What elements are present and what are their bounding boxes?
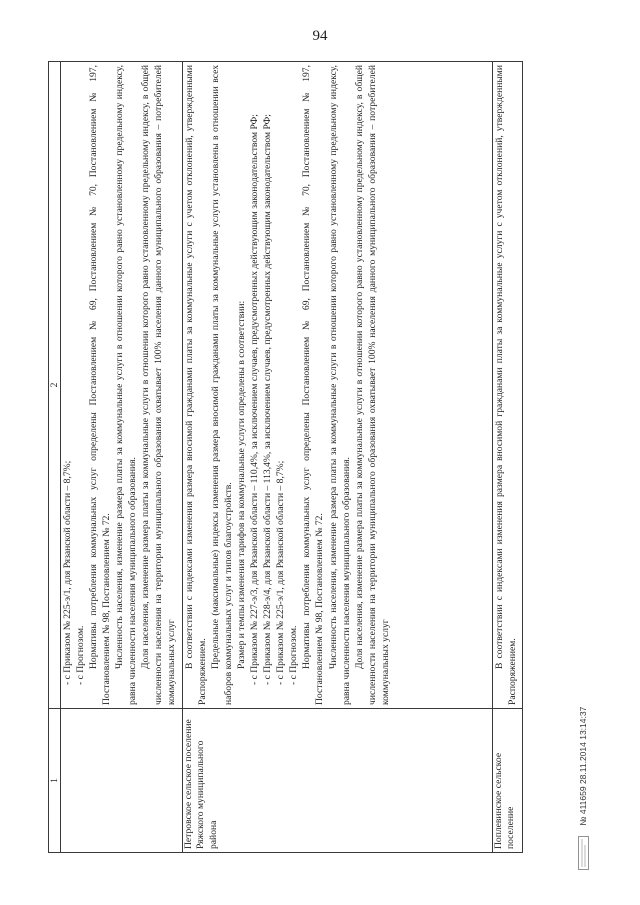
petrovskoe-text-cell: [183, 62, 493, 709]
text-line: В соответствии с индексами изменения размера вносимой гражданами платы за коммунальные услуги с учетом отклонений, утвержденными Распоряжением.: [494, 65, 519, 705]
tariff-table: [48, 61, 523, 853]
continued-name-cell: [61, 709, 183, 853]
settlement-name-poplevinskoe: Поплевинское сельское поселение: [493, 709, 523, 853]
text-line: - с Прогнозом.: [288, 625, 300, 685]
text-line: - с Приказом № 227-э/3, для Рязанской области – 110,4%, за исключением случаев, предусмотренных действующим законодательством РФ;: [249, 114, 261, 685]
text-line: Доля населения, изменение размера платы за коммунальные услуги в отношении которого равно установленному предельному индексу, в общей численности населения на территории муниципального образования охватывает 100% населения данного муниципального образования – потребителей коммунальных услуг: [140, 65, 178, 705]
text-line: В соответствии с индексами изменения размера вносимой гражданами платы за коммунальные услуги с учетом отклонений, утвержденными Распоряжением.: [184, 65, 209, 705]
text-line: Численность населения, изменение размера платы за коммунальные услуги в отношении которого равно установленному предельному индексу, равна численности населения муниципального образования.: [327, 65, 352, 705]
text-line: Нормативы потребления коммунальных услуг определены Постановлением № 69, Постановлением № 70, Постановлением № 197, Постановлением № 98, Постановлением № 72.: [88, 65, 113, 705]
document-footer: [578, 707, 589, 870]
col-header-2: 2: [49, 62, 61, 709]
poplevinskoe-text-cell: [493, 62, 523, 709]
text-line: Доля населения, изменение размера платы за коммунальные услуги в отношении которого равно установленному предельному индексу, в общей численности населения на территории муниципального образования охватывает 100% населения данного муниципального образования – потребителей коммунальных услуг: [353, 65, 391, 705]
text-line: - с Приказом № 228-э/4, для Рязанской области – 113,4%, за исключением случаев, предусмотренных действующим законодательством РФ;: [262, 114, 274, 685]
text-line: Нормативы потребления коммунальных услуг определены Постановлением № 69, Постановлением № 70, Постановлением № 197, Постановлением № 98, Постановлением № 72.: [301, 65, 326, 705]
text-line: - с Приказом № 225-э/1, для Рязанской области – 8,7%;: [62, 460, 73, 685]
table-row-petrovskoe: [183, 62, 493, 853]
page-number: 94: [312, 28, 328, 44]
text-line: Размер и темпы изменения тарифов на коммунальные услуги определены в соответствии:: [236, 300, 248, 669]
text-line: Предельные (максимальные) индексы изменения размера вносимой гражданами платы за коммунальные услуги установлены в отношении всех наборов коммунальных услуг и типов благоустройств.: [210, 65, 235, 705]
document-id: № 411659 28.11.2014 13:14:37: [578, 706, 588, 826]
text-line: - с Приказом № 225-э/1, для Рязанской области – 8,7%;: [275, 460, 287, 685]
registry-stamp-icon: [578, 836, 589, 870]
settlement-name-petrovskoe: Петровское сельское поселение Ряжского муниципального района: [183, 709, 493, 853]
col-header-1: 1: [49, 709, 61, 853]
table-header-row: [49, 62, 61, 853]
continued-text-cell: [61, 62, 183, 709]
text-line: Численность населения, изменение размера платы за коммунальные услуги в отношении которого равно установленному предельному индексу, равна численности населения муниципального образования.: [114, 65, 139, 705]
rotated-table-wrapper: [48, 63, 548, 853]
table-row-continued: [61, 62, 183, 853]
text-line: - с Прогнозом.: [75, 625, 87, 685]
table-row-poplevinskoe: [493, 62, 523, 853]
